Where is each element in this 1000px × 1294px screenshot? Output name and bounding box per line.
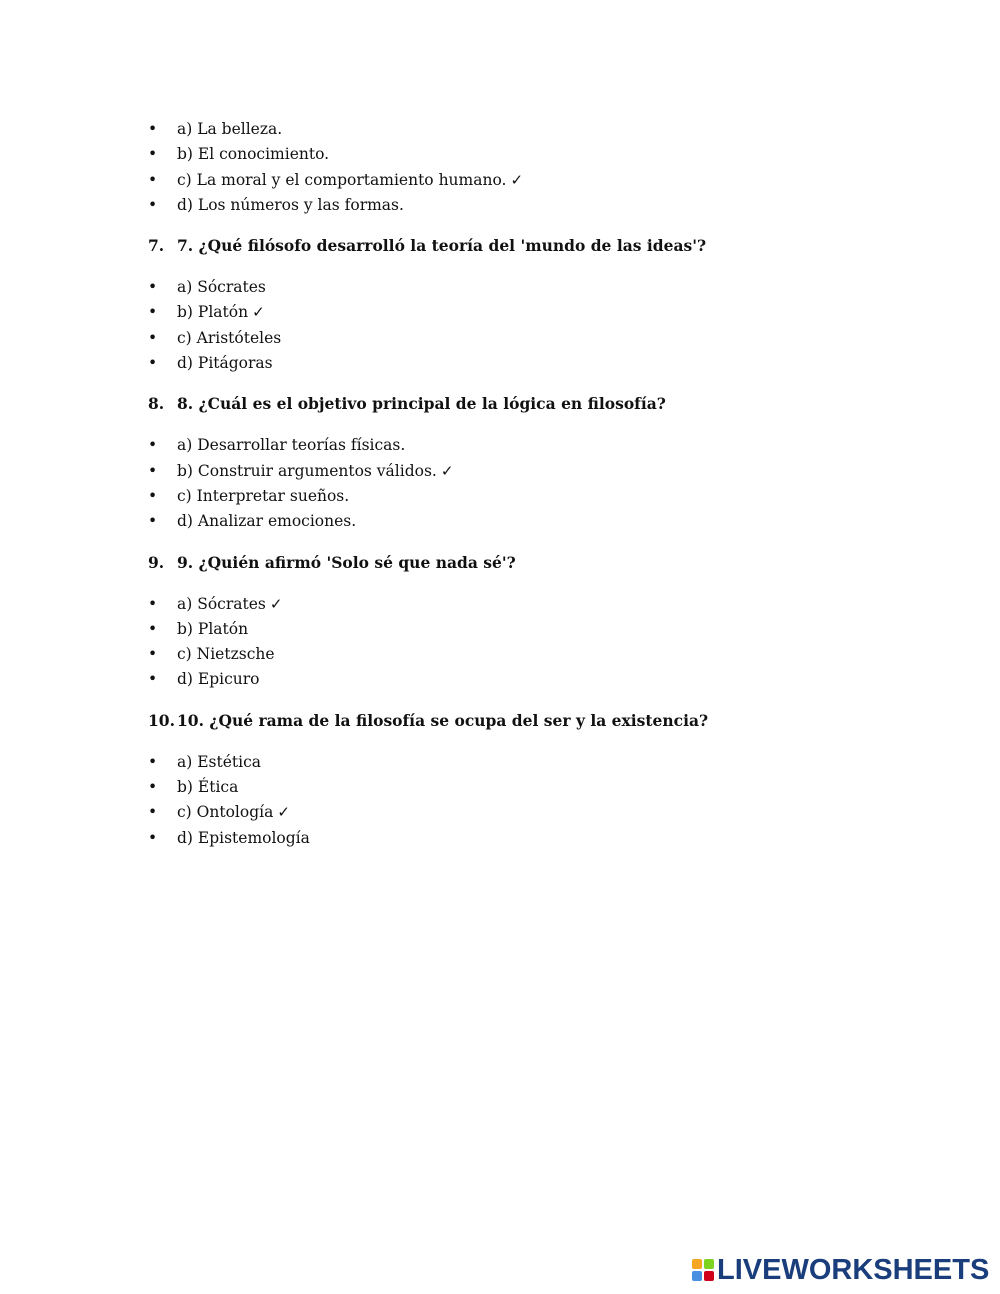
answer-option[interactable] (148, 326, 908, 351)
question-text: 8. ¿Cuál es el objetivo principal de la lógica en filosofía? (177, 394, 666, 414)
option-text: d) Epistemología (177, 828, 310, 847)
option-text: c) Aristóteles (177, 328, 282, 347)
answer-option[interactable] (148, 642, 908, 667)
question-number: 8. (148, 394, 165, 414)
answer-option[interactable] (148, 800, 908, 825)
question-number: 7. (148, 236, 165, 256)
liveworksheets-logo[interactable] (692, 1255, 989, 1285)
bullet-icon: • (148, 778, 158, 797)
option-text: c) Ontología (177, 803, 274, 822)
option-text: d) Epicuro (177, 670, 260, 689)
bullet-icon: • (148, 354, 158, 373)
option-text: c) Interpretar sueños. (177, 486, 350, 505)
bullet-icon: • (148, 752, 158, 771)
answer-option[interactable] (148, 592, 908, 617)
question-number: 10. (148, 710, 175, 730)
option-text: d) Los números y las formas. (177, 195, 404, 214)
checkmark-icon: ✓ (440, 461, 454, 480)
quiz-content (148, 117, 908, 851)
answer-option[interactable] (148, 667, 908, 692)
option-text: a) Estética (177, 752, 261, 771)
bullet-icon: • (148, 170, 158, 189)
option-list (148, 433, 908, 534)
checkmark-icon: ✓ (277, 803, 290, 822)
option-text: a) Sócrates (177, 278, 266, 297)
option-text: b) Platón (177, 303, 249, 322)
bullet-icon: • (148, 670, 158, 689)
question-heading (148, 551, 908, 575)
option-text: a) Desarrollar teorías físicas. (177, 436, 406, 455)
bullet-icon: • (148, 594, 158, 613)
question-text: 10. ¿Qué rama de la filosofía se ocupa del ser y la existencia? (177, 710, 709, 730)
bullet-icon: • (148, 120, 158, 138)
question-number: 9. (148, 552, 165, 572)
logo-mark-icon (692, 1259, 714, 1281)
intro-option-list (148, 117, 908, 218)
option-text: c) Nietzsche (177, 645, 275, 664)
answer-option[interactable] (148, 484, 908, 509)
answer-option[interactable] (148, 193, 908, 218)
bullet-icon: • (148, 278, 158, 297)
bullet-icon: • (148, 461, 158, 480)
bullet-icon: • (148, 828, 158, 847)
option-text: c) La moral y el comportamiento humano. (177, 170, 507, 189)
answer-option[interactable] (148, 750, 908, 775)
answer-option[interactable] (148, 351, 908, 376)
bullet-icon: • (148, 512, 158, 531)
checkmark-icon: ✓ (252, 303, 265, 322)
option-text: a) Sócrates (177, 594, 266, 613)
bullet-icon: • (148, 328, 158, 347)
question-text: 7. ¿Qué filósofo desarrolló la teoría del 'mundo de las ideas'? (177, 236, 707, 256)
checkmark-icon: ✓ (269, 594, 283, 613)
bullet-icon: • (148, 436, 158, 455)
option-list (148, 592, 908, 693)
option-text: b) Platón (177, 619, 249, 638)
option-list (148, 750, 908, 851)
answer-option[interactable] (148, 775, 908, 800)
answer-option[interactable] (148, 433, 908, 458)
option-text: b) Construir argumentos válidos. (177, 461, 437, 480)
answer-option[interactable] (148, 826, 908, 851)
answer-option[interactable] (148, 275, 908, 300)
bullet-icon: • (148, 645, 158, 664)
question-text: 9. ¿Quién afirmó 'Solo sé que nada sé'? (177, 552, 516, 572)
logo-text: LIVEWORKSHEETS (717, 1254, 990, 1286)
option-list (148, 275, 908, 376)
bullet-icon: • (148, 486, 158, 505)
answer-option[interactable] (148, 168, 908, 193)
bullet-icon: • (148, 145, 158, 164)
question-heading (148, 392, 908, 416)
question-heading (148, 234, 908, 258)
option-text: d) Pitágoras (177, 354, 273, 373)
bullet-icon: • (148, 303, 158, 322)
checkmark-icon: ✓ (510, 170, 524, 189)
answer-option[interactable] (148, 617, 908, 642)
bullet-icon: • (148, 619, 158, 638)
answer-option[interactable] (148, 509, 908, 534)
option-text: b) Ética (177, 778, 239, 797)
answer-option[interactable] (148, 300, 908, 325)
option-text: b) El conocimiento. (177, 145, 330, 164)
question-heading (148, 709, 908, 733)
answer-option[interactable] (148, 142, 908, 167)
option-text: d) Analizar emociones. (177, 512, 357, 531)
option-text: a) La belleza. (177, 120, 283, 138)
answer-option[interactable] (148, 459, 908, 484)
answer-option[interactable] (148, 117, 908, 142)
bullet-icon: • (148, 195, 158, 214)
bullet-icon: • (148, 803, 158, 822)
